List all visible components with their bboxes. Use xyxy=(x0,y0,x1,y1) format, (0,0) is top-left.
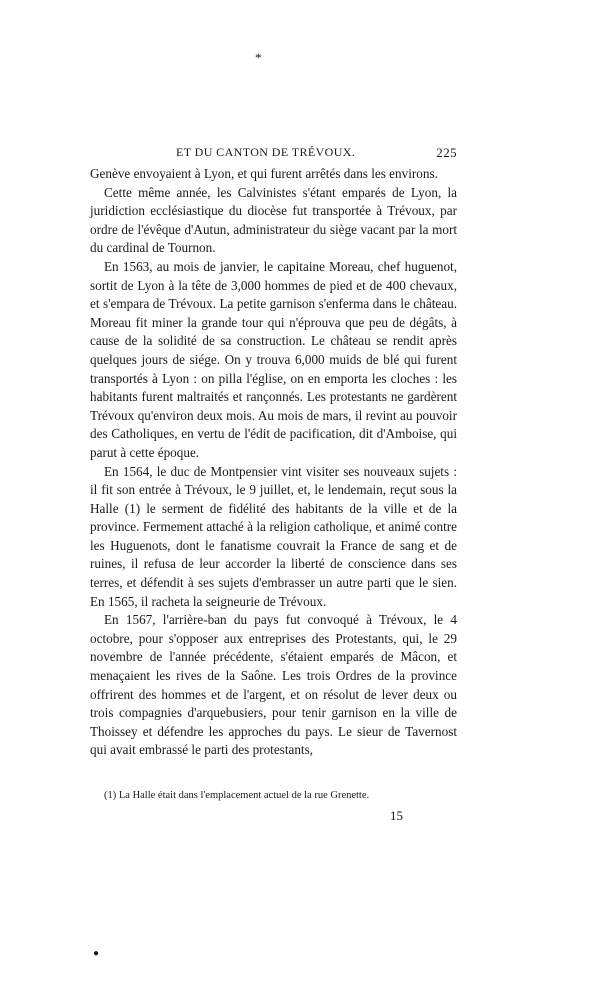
page-number: 225 xyxy=(436,145,457,160)
paragraph: En 1567, l'arrière-ban du pays fut convoqué à Trévoux, le 4 octobre, pour s'opposer aux entreprises des Protestants, qui, le 29 novembre de l'année précédente, s'étaient emparés de Mâcon, et menaçaient les rives de la Saône. Les trois Ordres de la province offrirent des hommes et de l'argent, et on résolut de lever deux ou trois compagnies d'arquebusiers, pour tenir garnison en la ville de Thoissey et défendre les approches du pays. Le sieur de Tavernost qui avait embrassé le parti des protestants, xyxy=(90,612,457,758)
footnote: (1) La Halle était dans l'emplacement actuel de la rue Grenette. xyxy=(104,790,370,801)
paragraph: En 1564, le duc de Montpensier vint visiter ses nouveaux sujets : il fit son entrée à Trévoux, le 9 juillet, et, le lendemain, reçut sous la Halle (1) le serment de fidélité des habitants de la ville et de la province. Fermement attaché à la religion catholique, et animé contre les Huguenots, dont le fanatisme couvrait la France de sang et de ruines, il refusa de leur accorder la liberté de conscience dans ses terres, et défendit à ses sujets d'embrasser un autre parti que le sien. En 1565, il racheta la seigneurie de Trévoux. xyxy=(90,463,457,609)
running-header xyxy=(90,145,457,165)
body-text xyxy=(90,165,457,760)
paragraph: Cette même année, les Calvinistes s'étant emparés de Lyon, la juridiction ecclésiastique du diocèse fut transportée à Trévoux, par ordre de l'évêque d'Autun, administrateur du siège vacant par la mort du cardinal de Tournon. xyxy=(90,184,457,256)
signature-mark: 15 xyxy=(390,808,403,823)
bottom-dot: ● xyxy=(93,948,100,959)
page xyxy=(90,145,457,823)
running-title: ET DU CANTON DE TRÉVOUX. xyxy=(176,145,356,159)
printer-mark: * xyxy=(255,50,262,65)
paragraph: Genève envoyaient à Lyon, et qui furent arrêtés dans les environs. xyxy=(90,166,438,181)
paragraph: En 1563, au mois de janvier, le capitaine Moreau, chef huguenot, sortit de Lyon à la tête de 3,000 hommes de pied et de 400 chevaux, et s'empara de Trévoux. La petite garnison s'enferma dans le château. Moreau fit miner la grande tour qui n'éprouva que peu de dégâts, à cause de la solidité de sa construction. Le château se rendit après quelques jours de siége. On y trouva 6,000 muids de blé qui furent transportés à Lyon : on pilla l'église, on en emporta les cloches : les habitants furent maltraités et rançonnés. Les protestants ne gardèrent Trévoux qu'environ deux mois. Au mois de mars, il revint au pouvoir des Catholiques, en vertu de l'édit de pacification, dit d'Amboise, qui parut à cette époque. xyxy=(90,258,457,460)
